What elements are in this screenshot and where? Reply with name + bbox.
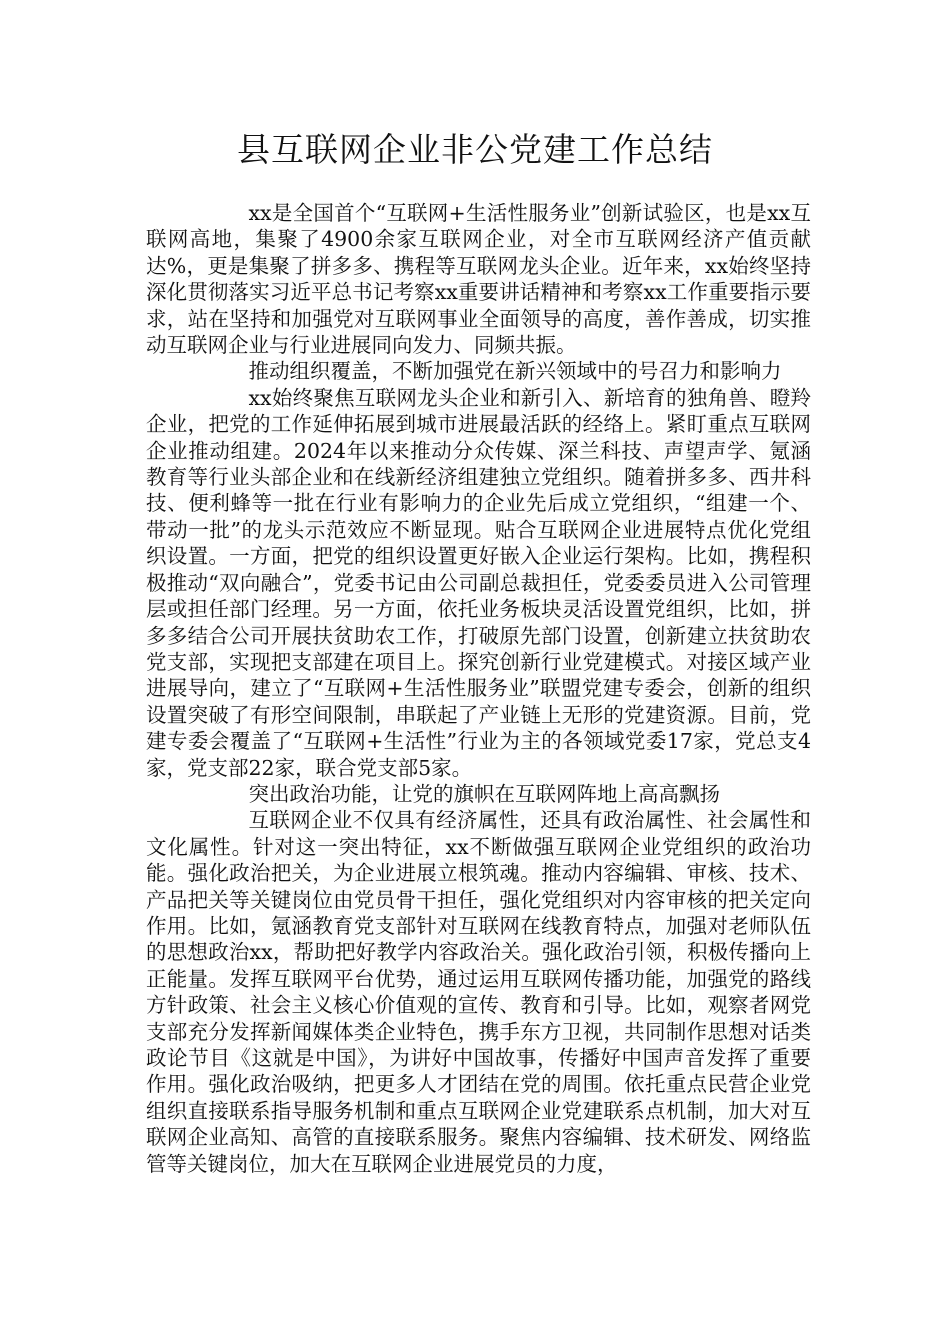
document-title: 县互联网企业非公党建工作总结 bbox=[237, 130, 713, 169]
paragraph-intro: xx是全国首个“互联网+生活性服务业”创新试验区，也是xx互联网高地，集聚了4900余家互联网企业，对全市互联网经济产值贡献达%，更是集聚了拼多多、携程等互联网龙头企业。近年来，xx始终坚持深化贯彻落实习近平总书记考察xx重要讲话精神和考察xx工作重要指示要求，站在坚持和加强党对互联网事业全面领导的高度，善作善成，切实推动互联网企业与行业进展同向发力、同频共振。 bbox=[146, 201, 811, 358]
section-heading-political: 突出政治功能，让党的旗帜在互联网阵地上高高飘扬 bbox=[248, 781, 720, 806]
paragraph-political: 互联网企业不仅具有经济属性，还具有政治属性、社会属性和文化属性。针对这一突出特征，xx不断做强互联网企业党组织的政治功能。强化政治把关，为企业进展立根筑魂。推动内容编辑、审核、技术、产品把关等关键岗位由党员骨干担任，强化党组织对内容审核的把关定向作用。比如，氪涵教育党支部针对互联网在线教育特点，加强对老师队伍的思想政治xx，帮助把好教学内容政治关。强化政治引领，积极传播向上正能量。发挥互联网平台优势，通过运用互联网传播功能，加强党的路线方针政策、社会主义核心价值观的宣传、教育和引导。比如，观察者网党支部充分发挥新闻媒体类企业特色，携手东方卫视，共同制作思想对话类政论节目《这就是中国》，为讲好中国故事，传播好中国声音发挥了重要作用。强化政治吸纳，把更多人才团结在党的周围。依托重点民营企业党组织直接联系指导服务机制和重点互联网企业党建联系点机制，加大对互联网企业高知、高管的直接联系服务。聚焦内容编辑、技术研发、网络监管等关键岗位，加大在互联网企业进展党员的力度， bbox=[146, 808, 811, 1176]
paragraph-organization: xx始终聚焦互联网龙头企业和新引入、新培育的独角兽、瞪羚企业，把党的工作延伸拓展到城市进展最活跃的经络上。紧盯重点互联网企业推动组建。2024年以来推动分众传媒、深兰科技、声望声学、氪涵教育等行业头部企业和在线新经济组建独立党组织。随着拼多多、西井科技、便利蜂等一批在行业有影响力的企业先后成立党组织，“组建一个、带动一批”的龙头示范效应不断显现。贴合互联网企业进展特点优化党组织设置。一方面，把党的组织设置更好嵌入企业运行架构。比如，携程积极推动“双向融合”，党委书记由公司副总裁担任，党委委员进入公司管理层或担任部门经理。另一方面，依托业务板块灵活设置党组织，比如，拼多多结合公司开展扶贫助农工作，打破原先部门设置，创新建立扶贫助农党支部，实现把支部建在项目上。探究创新行业党建模式。对接区域产业进展导向，建立了“互联网+生活性服务业”联盟党建专委会，创新的组织设置突破了有形空间限制，串联起了产业链上无形的党建资源。目前，党建专委会覆盖了“互联网+生活性”行业为主的各领域党委17家，党总支4家，党支部22家，联合党支部5家。 bbox=[146, 385, 811, 780]
section-heading-organization: 推动组织覆盖，不断加强党在新兴领域中的号召力和影响力 bbox=[248, 359, 782, 384]
document-body bbox=[146, 200, 811, 1177]
